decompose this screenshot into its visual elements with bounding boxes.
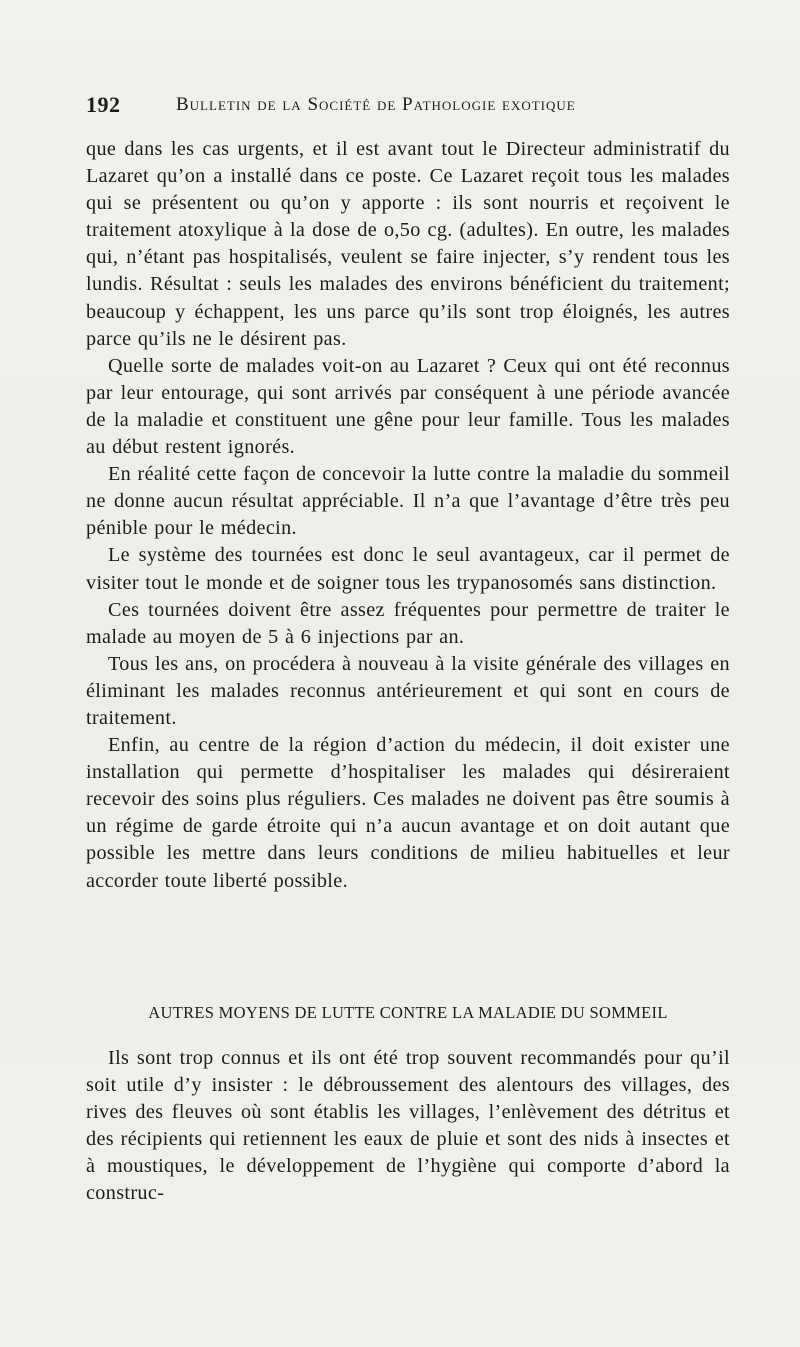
paragraph: Le système des tournées est donc le seul avantageux, car il permet de visiter tout le monde et de soigner tous les trypanosomés sans distinction.: [86, 544, 730, 594]
section-text: [86, 1045, 730, 1208]
main-text: [86, 136, 730, 895]
paragraph: Ces tournées doivent être assez fréquentes pour permettre de traiter le malade au moyen de 5 à 6 injections par an.: [86, 598, 730, 648]
paragraph: Tous les ans, on procédera à nouveau à la visite générale des villages en éliminant les malades reconnus antérieurement et qui sont en cours de traitement.: [86, 652, 730, 729]
section-heading: AUTRES MOYENS DE LUTTE CONTRE LA MALADIE DU SOMMEIL: [148, 1003, 668, 1022]
paragraph: En réalité cette façon de concevoir la lutte contre la maladie du sommeil ne donne aucun résultat appréciable. Il n’a que l’avantage d’être très peu pénible pour le médecin.: [86, 463, 730, 540]
page-header: [86, 92, 726, 122]
paragraph: Ils sont trop connus et ils ont été trop souvent recommandés pour qu’il soit utile d’y insister : le débroussement des alentours des villages, des rives des fleuves où sont établis les villages, l’enlèvement des détritus et des récipients qui retiennent les eaux de pluie et sont des nids à insectes et à moustiques, le développement de l’hygiène qui comporte d’abord la construc-: [86, 1047, 730, 1205]
paragraph: Enfin, au centre de la région d’action du médecin, il doit exister une installation qui permette d’hospitaliser les malades qui désireraient recevoir des soins plus réguliers. Ces malades ne doivent pas être soumis à un régime de garde étroite qui n’a aucun avantage et on doit autant que possible les mettre dans leurs conditions de milieu habituelles et leur accorder toute liberté possible.: [86, 734, 730, 892]
page-number: 192: [86, 92, 121, 117]
running-head: Bulletin de la Société de Pathologie exotique: [176, 94, 576, 115]
paragraph-continuation: que dans les cas urgents, et il est avant tout le Directeur administratif du Lazaret qu’on a installé dans ce poste. Ce Lazaret reçoit tous les malades qui se présentent ou qu’on y apporte : ils sont nourris et reçoivent le traitement atoxylique à la dose de o,5o cg. (adultes). En outre, les malades qui, n’étant pas hospitalisés, veulent se faire injecter, s’y rendent tous les lundis. Résultat : seuls les malades des environs bénéficient du traitement; beaucoup y échappent, les uns parce qu’ils sont trop éloignés, les autres parce qu’ils ne le désirent pas.: [86, 138, 730, 350]
paragraph: Quelle sorte de malades voit-on au Lazaret ? Ceux qui ont été reconnus par leur entourage, qui sont arrivés par conséquent à une période avancée de la maladie et constituent une gêne pour leur famille. Tous les malades au début restent ignorés.: [86, 354, 730, 459]
